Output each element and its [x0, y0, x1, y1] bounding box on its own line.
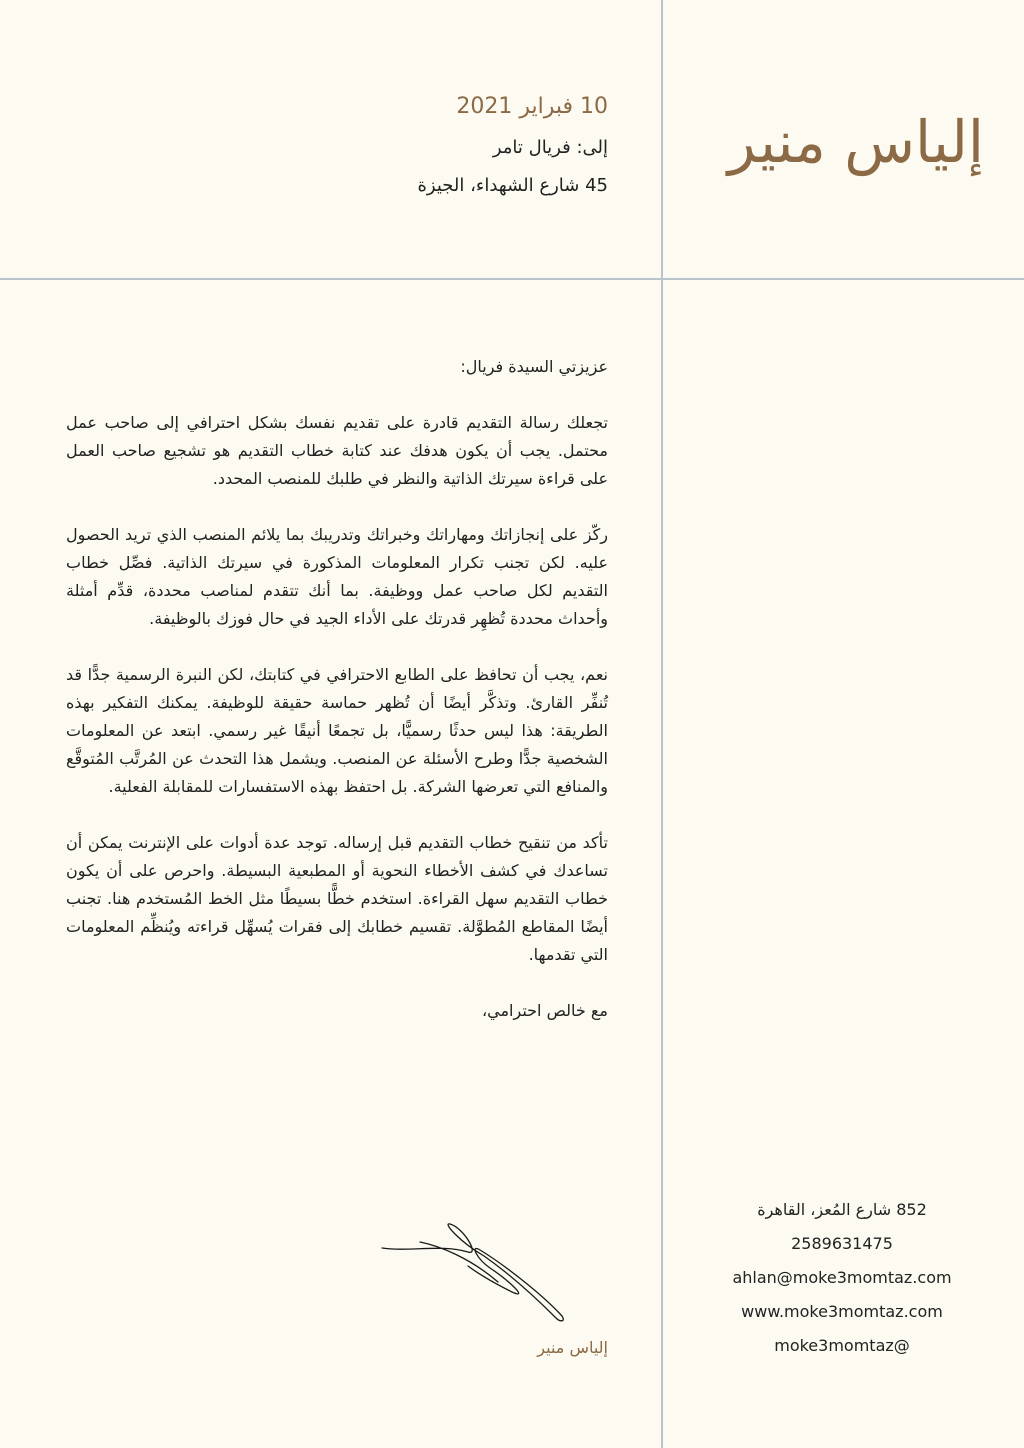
letter-body: [66, 353, 608, 1053]
contact-phone: 2589631475: [791, 1234, 893, 1253]
letter-date: 10 فبراير 2021: [456, 94, 608, 119]
contact-social-handle[interactable]: moke3momtaz@: [774, 1336, 910, 1355]
recipient-address: 45 شارع الشهداء، الجيزة: [417, 175, 608, 197]
vertical-divider: [661, 0, 663, 1448]
recipient-name: إلى: فريال تامر: [492, 137, 608, 158]
closing: مع خالص احترامي،: [481, 1001, 608, 1020]
sender-name-heading: إلياس منير: [727, 108, 984, 176]
letter-header: [300, 92, 608, 211]
contact-website[interactable]: www.moke3momtaz.com: [741, 1302, 943, 1321]
contact-block: [690, 1193, 994, 1363]
body-paragraph: تأكد من تنقيح خطاب التقديم قبل إرساله. توجد عدة أدوات على الإنترنت يمكن أن تساعدك في كشف الأخطاء النحوية أو المطبعية البسيطة. واحرص على أن يكون خطاب التقديم سهل القراءة. استخدم خطًّا بسيطًا مثل الخط المُستخدم هنا. تجنب أيضًا المقاطع المُطوَّلة. تقسيم خطابك إلى فقرات يُسهِّل قراءته ويُنظِّم المعلومات التي تقدمها.: [66, 833, 608, 964]
signature-name: إلياس منير: [537, 1338, 608, 1357]
contact-address: 852 شارع المُعز، القاهرة: [757, 1200, 927, 1219]
horizontal-divider: [0, 278, 1024, 280]
body-paragraph: ركّز على إنجازاتك ومهاراتك وخبراتك وتدريبك بما يلائم المنصب الذي تريد الحصول عليه. لكن تجنب تكرار المعلومات المذكورة في سيرتك الذاتية. فصِّل خطاب التقديم لكل صاحب عمل ووظيفة. بما أنك تتقدم لمناصب محددة، قدِّم أمثلة وأحداث محددة تُظهِر قدرتك على الأداء الجيد في حال فوزك بالوظيفة.: [66, 525, 608, 628]
body-paragraph: نعم، يجب أن تحافظ على الطابع الاحترافي في كتابتك، لكن النبرة الرسمية جدًّا قد تُنفِّر القارئ. وتذكَّر أيضًا أن تُظهر حماسة حقيقة للوظيفة. يمكنك التفكير بهذه الطريقة: هذا ليس حدثًا رسميًّا، بل تجمعًا أنيقًا غير رسمي. ابتعد عن المعلومات الشخصية جدًّا وطرح الأسئلة عن المنصب. ويشمل هذا التحدث عن المُرتَّب المُتوقَّع والمنافع التي تعرضها الشركة. بل احتفظ بهذه الاستفسارات للمقابلة الفعلية.: [66, 665, 608, 796]
contact-email[interactable]: ahlan@moke3momtaz.com: [732, 1268, 952, 1287]
salutation: عزيزتي السيدة فريال:: [460, 357, 608, 376]
handwritten-signature: [380, 1222, 580, 1326]
body-paragraph: تجعلك رسالة التقديم قادرة على تقديم نفسك بشكل احترافي إلى صاحب عمل محتمل. يجب أن يكون هدفك عند كتابة خطاب التقديم هو تشجيع صاحب العمل على قراءة سيرتك الذاتية والنظر في طلبك للمنصب المحدد.: [66, 413, 608, 488]
